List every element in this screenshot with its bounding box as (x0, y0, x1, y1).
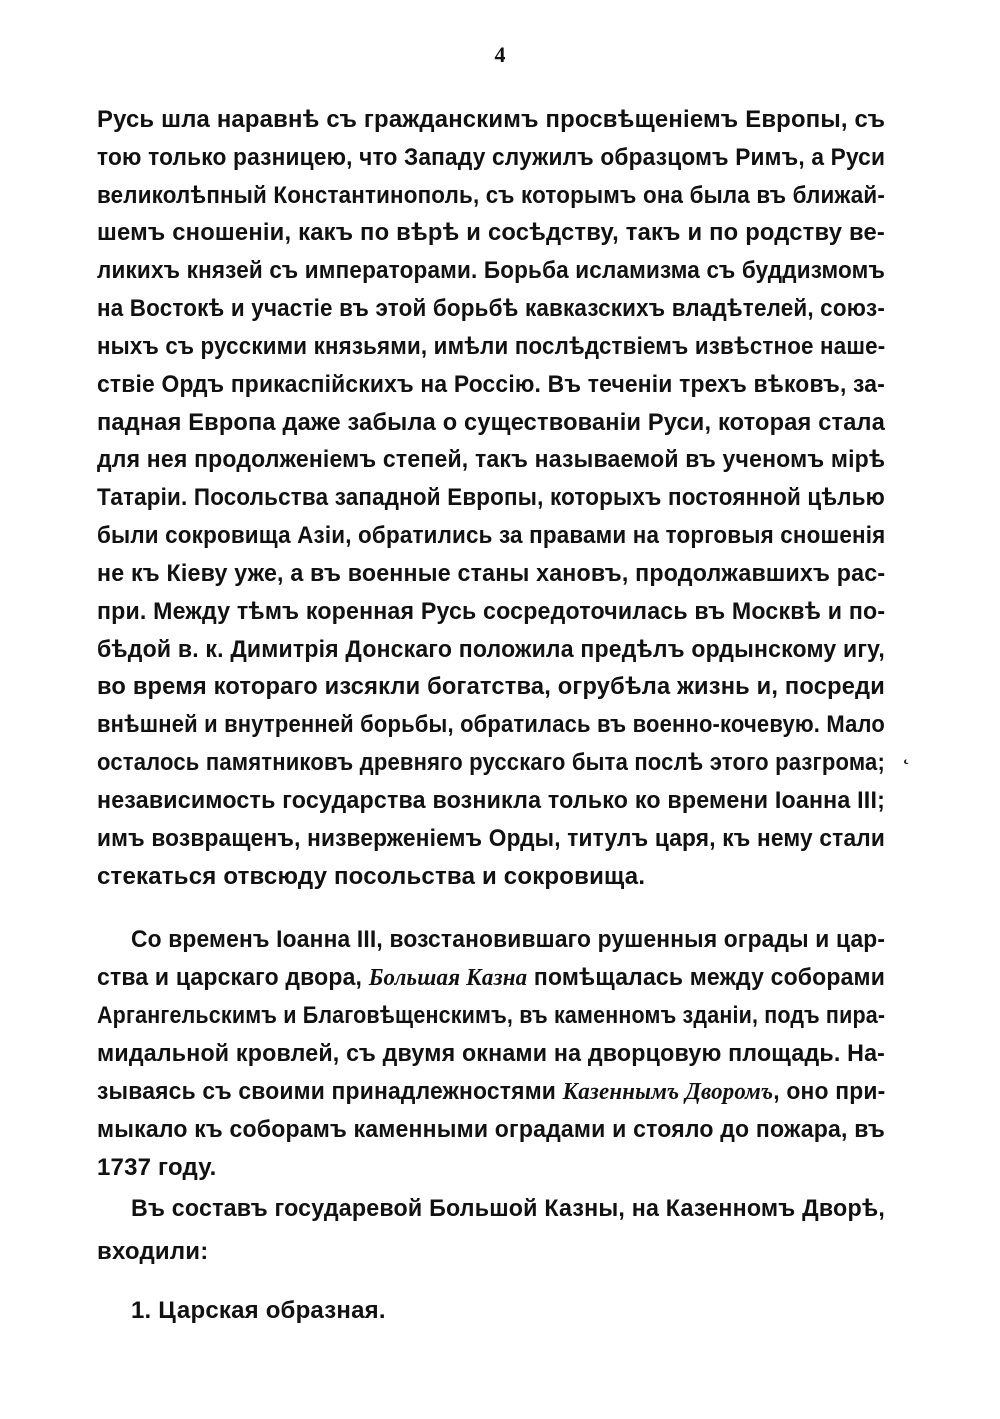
text-line: были сокровища Азіи, обратились за правами на торговыя сношенія (97, 522, 886, 549)
text-line: Аргангельскимъ и Благовѣщенскимъ, въ каменномъ зданіи, подъ пира- (97, 1002, 886, 1029)
text-line: шемъ сношеніи, какъ по вѣрѣ и сосѣдству, такъ и по родству ве- (97, 219, 885, 246)
page-number: 4 (494, 42, 506, 67)
list-item: 1. Царская образная. (131, 1297, 386, 1324)
text-line: падная Европа даже забыла о существованіи Руси, которая стала (97, 409, 885, 436)
text-run: зываясь съ своими принадлежностями (97, 1078, 563, 1105)
text-line: независимость государства возникла только ко времени Іоанна III; (97, 787, 885, 814)
text-line: при. Между тѣмъ коренная Русь сосредоточилась въ Москвѣ и по- (97, 598, 886, 625)
text-line: на Востокѣ и участіе въ этой борьбѣ кавказскихъ владѣтелей, союз- (97, 295, 885, 322)
text-run: ства и царскаго двора, (97, 964, 369, 991)
text-line: мыкало къ соборамъ каменными оградами и стояло до пожара, въ (97, 1116, 885, 1143)
text-line: ствіе Ордъ прикаспійскихъ на Россію. Въ теченіи трехъ вѣковъ, за- (97, 371, 885, 398)
text-line: 1737 году. (97, 1154, 217, 1181)
text-line: ныхъ съ русскими князьями, имѣли послѣдствіемъ извѣстное наше- (97, 333, 886, 360)
italic-term: Казеннымъ Дворомъ (562, 1079, 774, 1105)
text-line: Русь шла наравнѣ съ гражданскимъ просвѣщеніемъ Европы, съ (97, 106, 886, 133)
italic-term: Большая Казна (368, 965, 528, 991)
text-run: , оно при- (773, 1078, 886, 1105)
text-line: Со временъ Іоанна III, возстановившаго рушенныя ограды и цар- (131, 926, 886, 953)
text-line: тою только разницею, что Западу служилъ образцомъ Римъ, а Руси (97, 144, 886, 171)
text-line (97, 1073, 885, 1111)
text-line: внѣшней и внутренней борьбы, обратилась въ военно-кочевую. Мало (97, 711, 885, 738)
text-line: имъ возвращенъ, низверженіемъ Орды, титулъ царя, къ нему стали (97, 825, 885, 852)
text-line: Татаріи. Посольства западной Европы, которыхъ постоянной цѣлью (97, 484, 885, 511)
text-line (97, 959, 885, 997)
text-line: стекаться отвсюду посольства и сокровища. (97, 863, 646, 890)
text-run: помѣщалась между соборами (527, 964, 885, 991)
text-line: мидальной кровлей, съ двумя окнами на дворцовую площадь. На- (97, 1040, 886, 1067)
text-line: осталось памятниковъ древняго русскаго быта послѣ этого разгрома; (97, 749, 885, 776)
text-line: ликихъ князей съ императорами. Борьба исламизма съ буддизмомъ (97, 257, 886, 284)
text-line: бѣдой в. к. Димитрія Донскаго положила предѣлъ ордынскому игу, (97, 636, 885, 663)
text-line: Въ составъ государевой Большой Казны, на Казенномъ Дворѣ, (131, 1195, 885, 1222)
text-line: великолѣпный Константинополь, съ которымъ она была въ ближай- (97, 182, 885, 209)
text-line: для нея продолженіемъ степей, такъ называемой въ ученомъ мірѣ (97, 446, 886, 473)
text-line: не къ Кіеву уже, а въ военные станы хановъ, продолжавшихъ рас- (97, 560, 886, 587)
text-line: входили: (97, 1238, 209, 1265)
stray-mark: ˛ (903, 743, 910, 765)
text-line: во время котораго изсякли богатства, огрубѣла жизнь и, посреди (97, 673, 885, 700)
